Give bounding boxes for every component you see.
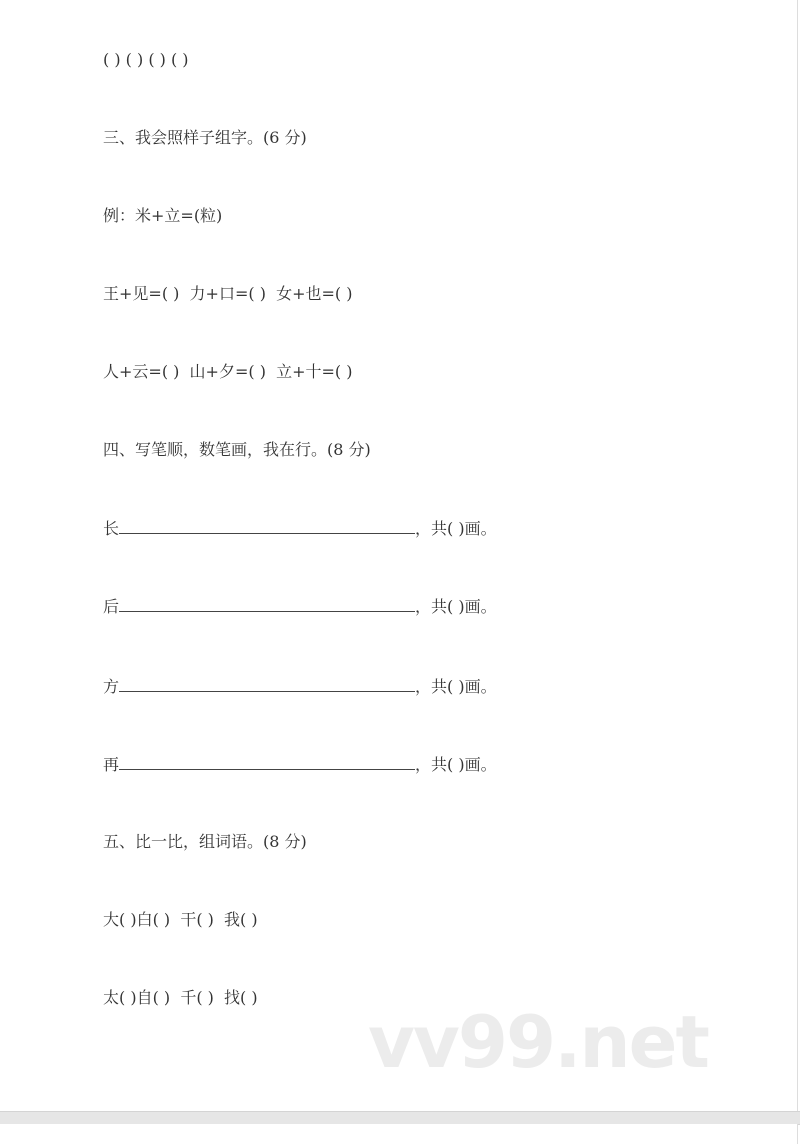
stroke-char: 再 [103, 755, 120, 774]
section-4-heading: 四、写笔顺，数笔画，我在行。(8 分) [103, 440, 371, 459]
stroke-row [103, 518, 497, 539]
stroke-suffix: ，共( )画。 [415, 597, 497, 616]
stroke-char: 长 [103, 519, 120, 538]
stroke-row [103, 754, 497, 775]
next-page [0, 1124, 798, 1144]
stroke-suffix: ，共( )画。 [415, 677, 497, 696]
stroke-char: 后 [103, 597, 120, 616]
watermark: vv99.net [368, 1000, 708, 1084]
word-row-2: 太( )自( ) 千( ) 找( ) [103, 988, 258, 1007]
stroke-char: 方 [103, 677, 120, 696]
stroke-blank [119, 518, 415, 534]
stroke-blank [119, 754, 415, 770]
answer-blanks: ( ) ( ) ( ) ( ) [103, 50, 189, 69]
section-5-heading: 五、比一比，组词语。(8 分) [103, 832, 307, 851]
stroke-suffix: ，共( )画。 [415, 755, 497, 774]
example-line: 例：米+立=(粒) [103, 206, 223, 225]
stroke-suffix: ，共( )画。 [415, 519, 497, 538]
compose-row-2: 人+云=( ) 山+夕=( ) 立+十=( ) [103, 362, 353, 381]
word-row-1: 大( )白( ) 干( ) 我( ) [103, 910, 258, 929]
section-3-heading: 三、我会照样子组字。(6 分) [103, 128, 307, 147]
stroke-blank [119, 596, 415, 612]
stroke-row [103, 596, 497, 617]
stroke-blank [119, 676, 415, 692]
stroke-row [103, 676, 497, 697]
compose-row-1: 王+见=( ) 力+口=( ) 女+也=( ) [103, 284, 353, 303]
page-separator [0, 1111, 800, 1125]
